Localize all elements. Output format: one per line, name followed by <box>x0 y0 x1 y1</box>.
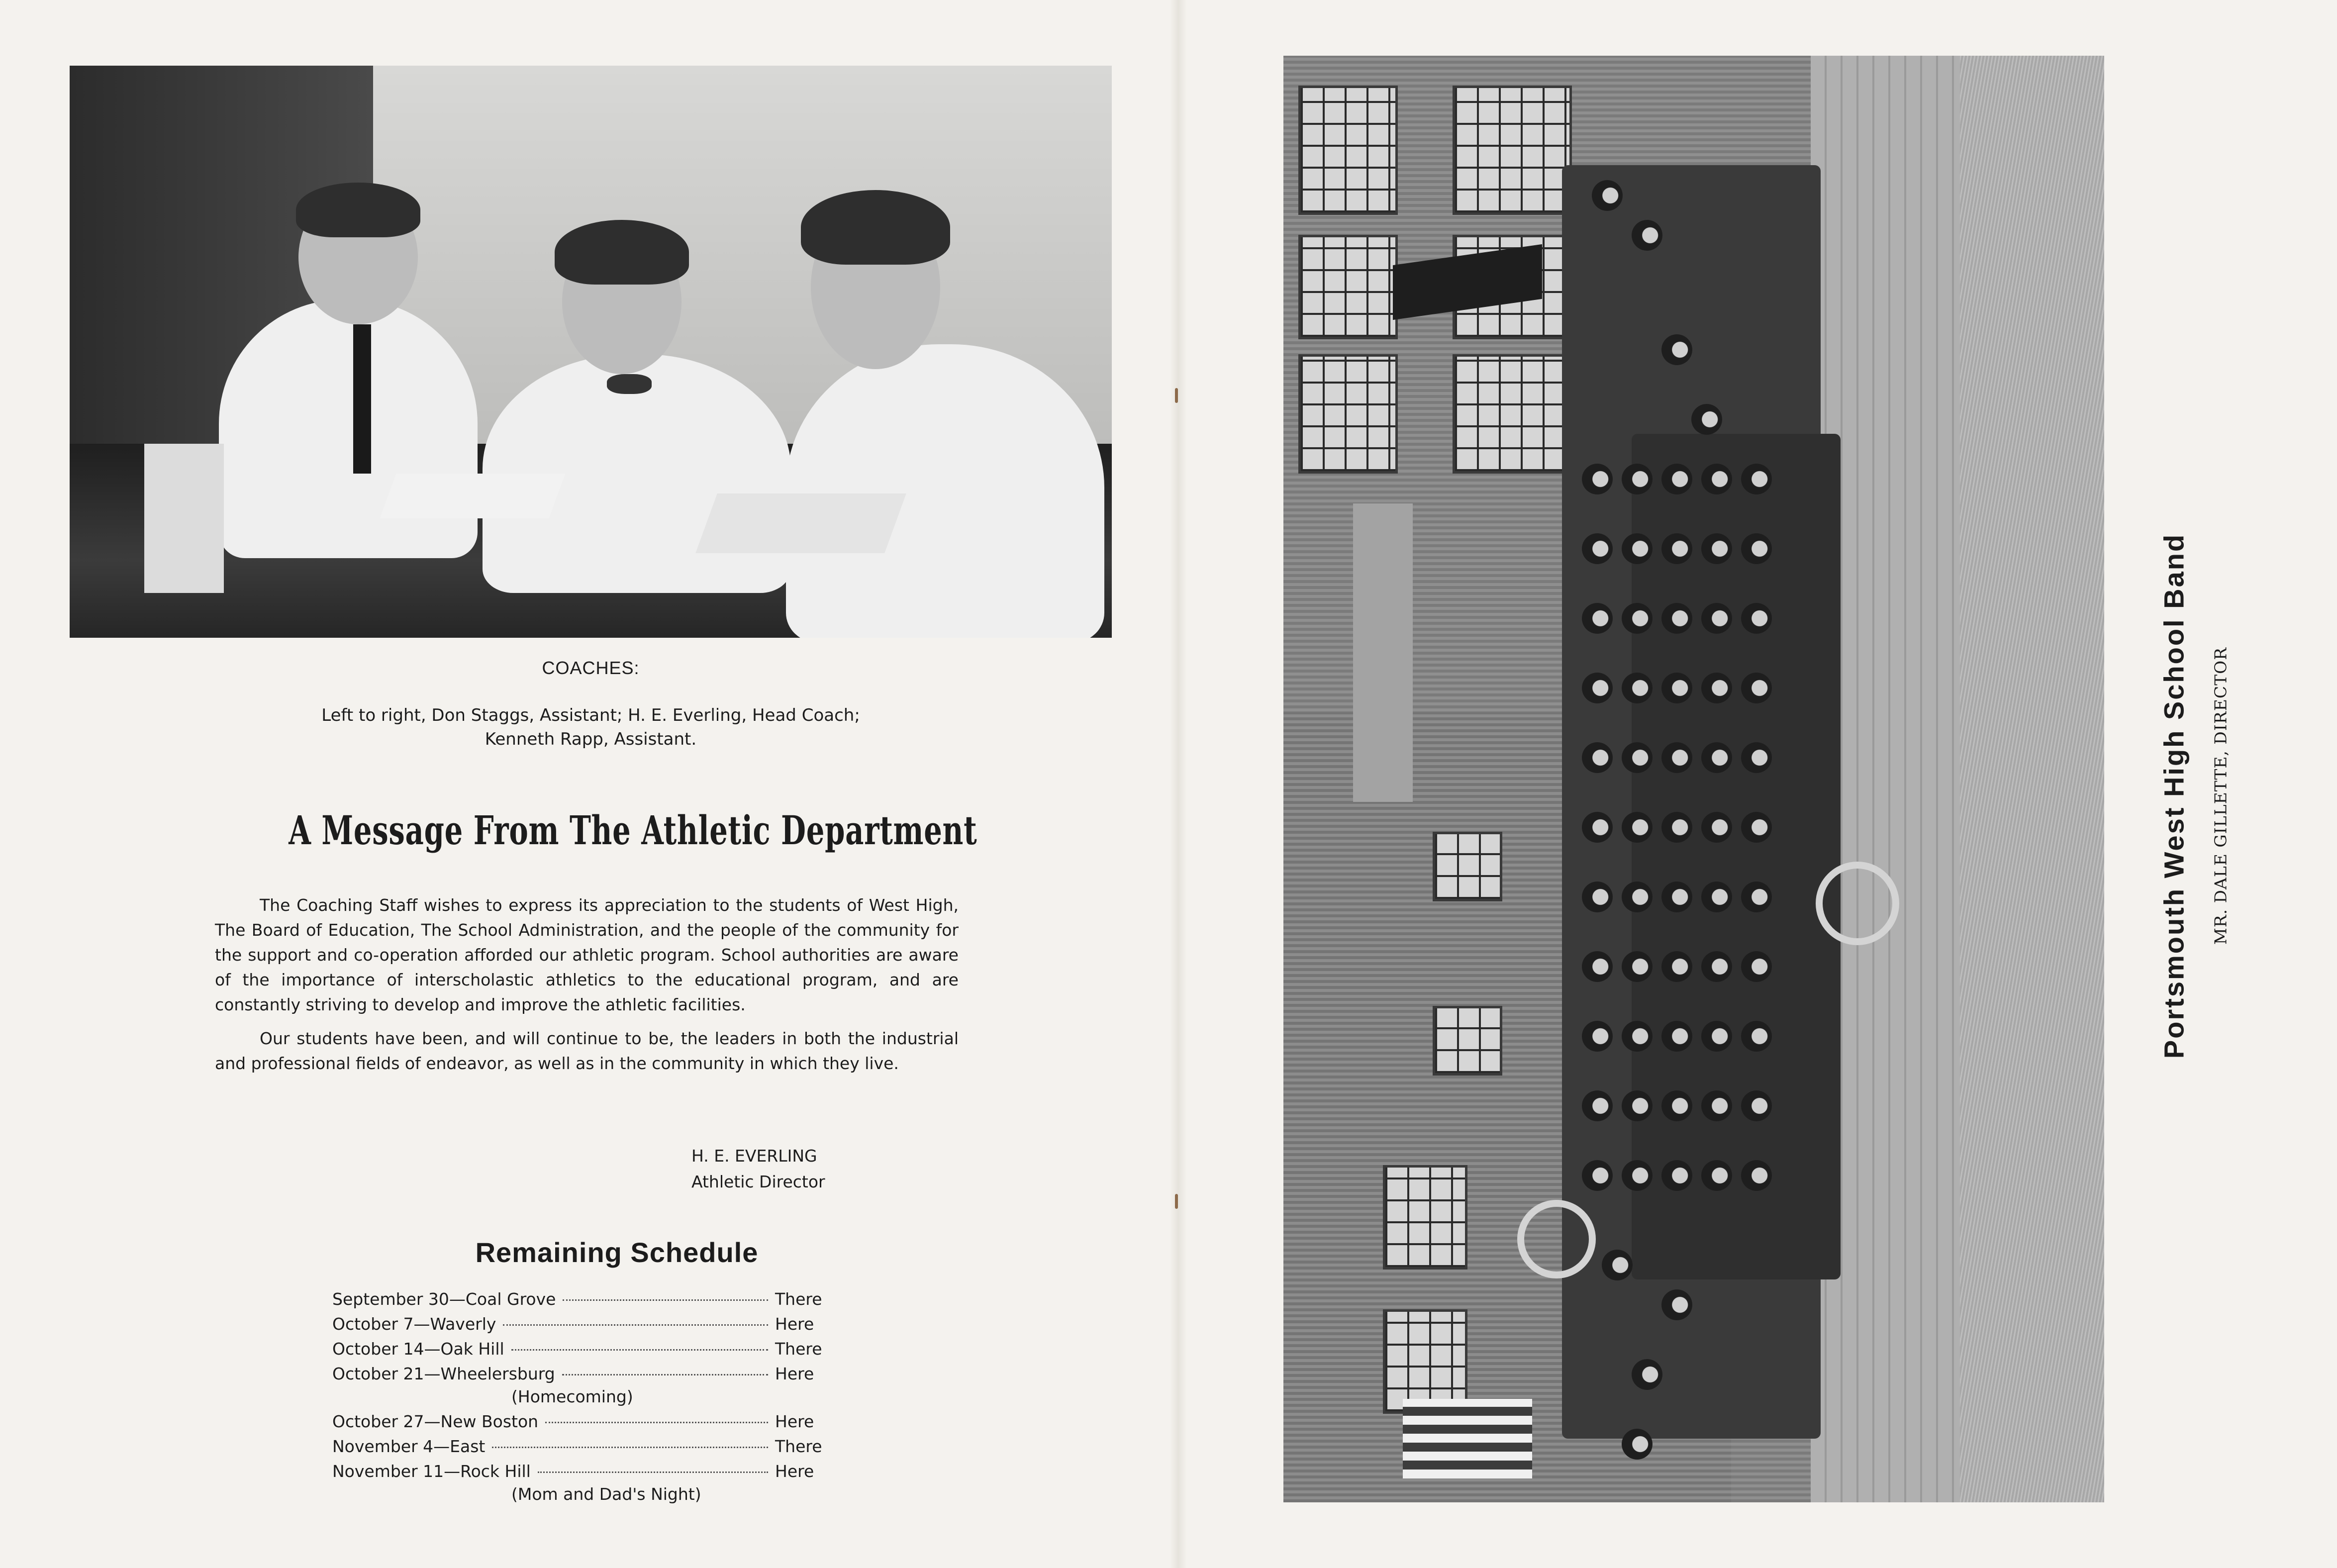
schedule-leader <box>511 1349 768 1351</box>
schedule-location: Here <box>775 1412 814 1431</box>
schedule-event: October 14—Oak Hill <box>332 1339 504 1359</box>
coaches-caption-title: COACHES: <box>542 658 640 678</box>
message-paragraph: The Coaching Staff wishes to express its appreciation to the students of West High, The Board of Education, The School Administration, and the people of the community for the support and co-operation afforded our athletic program. School authorities are aware of the importance of interscholastic athletics to the educational program, and are constantly striving to develop and improve the athletic facilities. <box>215 895 959 1014</box>
schedule-event: November 11—Rock Hill <box>332 1462 531 1481</box>
schedule-location: Here <box>775 1314 814 1334</box>
message-body <box>215 893 959 1085</box>
staple-mark <box>1175 388 1178 403</box>
schedule-row <box>332 1437 835 1462</box>
coaches-caption-line2: Kenneth Rapp, Assistant. <box>485 729 697 749</box>
schedule-note: (Homecoming) <box>511 1387 633 1406</box>
schedule-row <box>332 1289 835 1314</box>
schedule-row <box>332 1339 835 1364</box>
schedule-leader <box>563 1299 768 1301</box>
schedule-leader <box>492 1447 768 1448</box>
schedule-leader <box>503 1324 768 1326</box>
schedule-location: Here <box>775 1364 814 1383</box>
schedule-row <box>332 1314 835 1339</box>
schedule-row <box>332 1462 835 1486</box>
schedule-location: There <box>775 1289 822 1309</box>
schedule-list <box>332 1289 835 1509</box>
schedule-row <box>332 1412 835 1437</box>
schedule-leader <box>538 1471 768 1473</box>
schedule-location: Here <box>775 1462 814 1481</box>
coaches-caption-line1: Left to right, Don Staggs, Assistant; H. E. Everling, Head Coach; <box>321 705 860 725</box>
message-paragraph: Our students have been, and will continue to be, the leaders in both the industrial and professional fields of endeavor, as well as in the community in which they live. <box>215 1029 959 1073</box>
schedule-event: November 4—East <box>332 1437 486 1456</box>
schedule-row <box>332 1364 835 1389</box>
schedule-location: There <box>775 1339 822 1359</box>
signature-title: Athletic Director <box>691 1172 825 1191</box>
staple-mark <box>1175 1194 1178 1209</box>
schedule-leader <box>545 1422 768 1423</box>
band-director: MR. DALE GILLETTE, DIRECTOR <box>2211 647 2231 945</box>
schedule-note: (Mom and Dad's Night) <box>511 1484 701 1504</box>
signature-name: H. E. EVERLING <box>691 1146 817 1166</box>
band-title: Portsmouth West High School Band <box>2158 533 2190 1059</box>
schedule-leader <box>562 1374 768 1375</box>
schedule-event: October 21—Wheelersburg <box>332 1364 555 1383</box>
coaches-photo <box>70 66 1112 638</box>
message-signature <box>691 1143 940 1195</box>
schedule-event: October 7—Waverly <box>332 1314 496 1334</box>
schedule-event: September 30—Coal Grove <box>332 1289 556 1309</box>
band-photo <box>1283 56 2104 1502</box>
schedule-event: October 27—New Boston <box>332 1412 539 1431</box>
schedule-title: Remaining Schedule <box>475 1237 759 1268</box>
message-title: A Message From The Athletic Department <box>289 807 977 854</box>
schedule-location: There <box>775 1437 822 1456</box>
